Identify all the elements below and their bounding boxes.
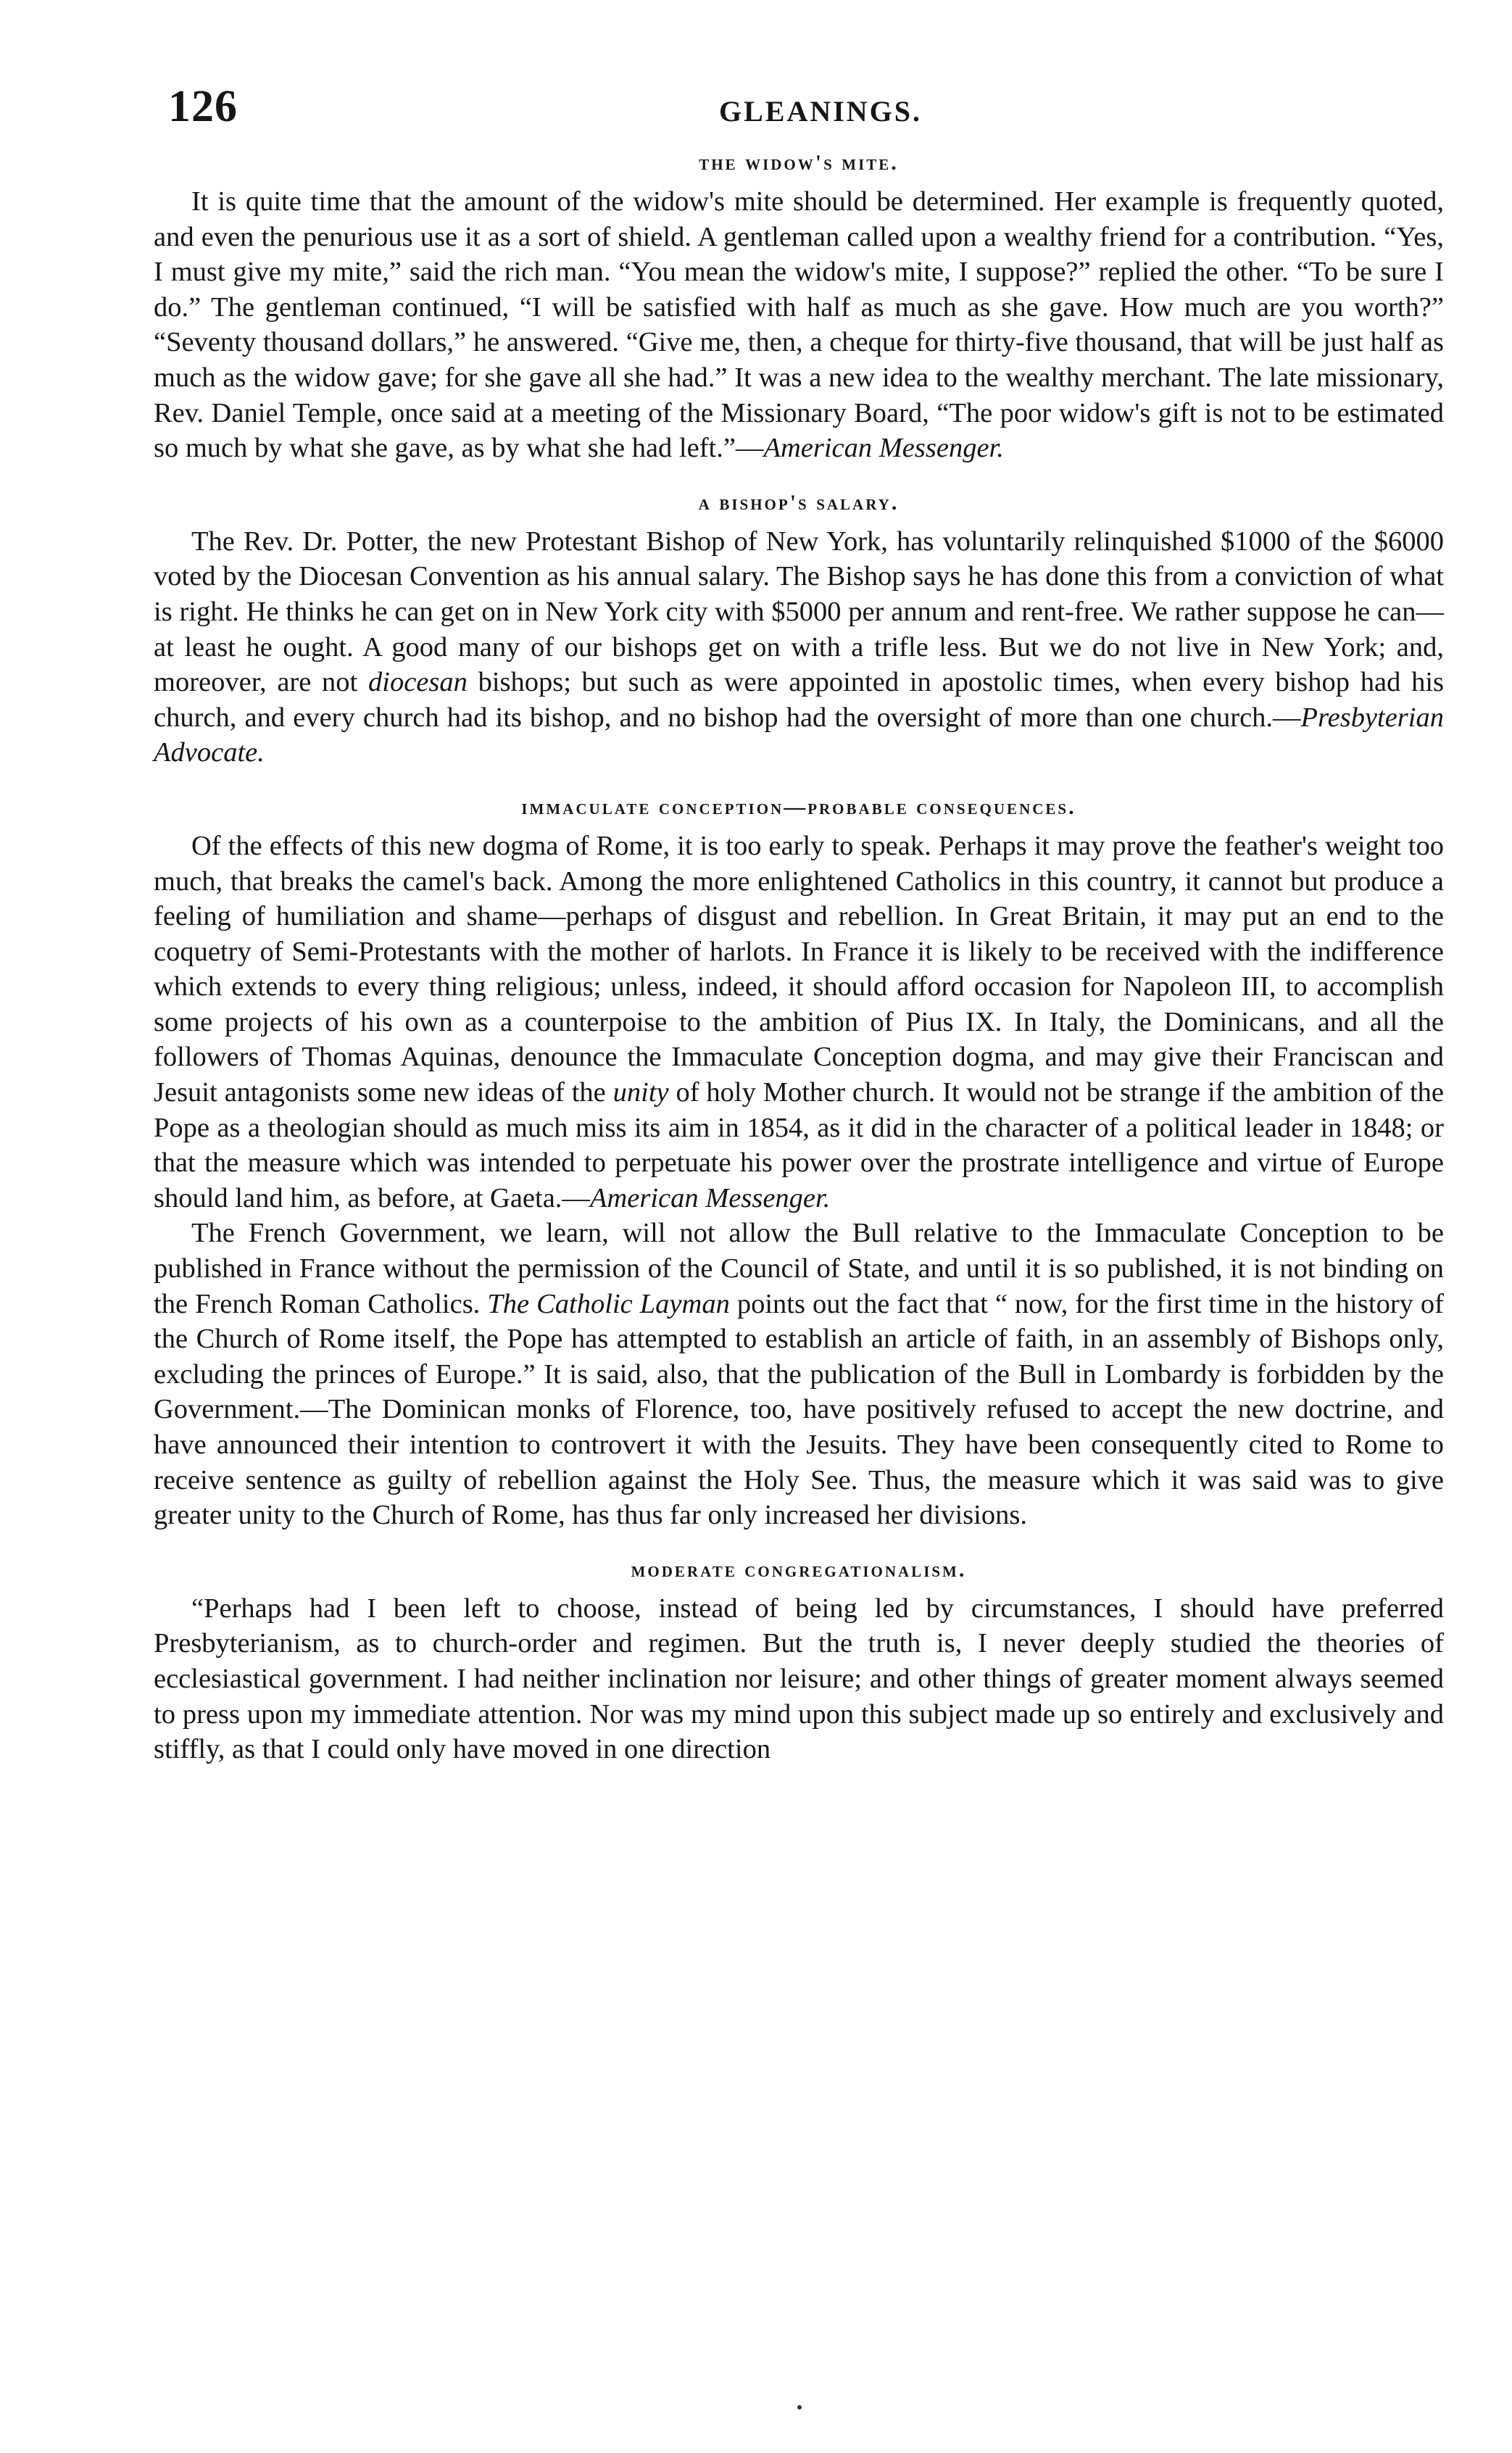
- text-run: “Perhaps had I been left to choose, instead of being led by circumstances, I should have preferred Presbyterianism, as to church-order and regimen. But the truth is, I never deeply studied the theories of ecclesiastical government. I had neither inclination nor leisure; and other things of greater moment always seemed to press upon my immediate attention. Nor was my mind upon this subject made up so entirely and exclusively and stiffly, as that I could only have moved in one direction: [154, 1593, 1444, 1765]
- text-run: The Rev. Dr. Potter, the new Protestant Bishop of New York, has voluntarily relinquished $1000 of the $6000 voted by the Diocesan Convention as his annual salary. The Bishop says he has done this from a conviction of what is right. He thinks he can get on in New York city with $5000 per annum and rent-free. We rather suppose he can—at least he ought. A good many of our bishops get on with a trifle less. But we do not live in New York; and, moreover, are not: [154, 526, 1444, 698]
- text-run: points out the fact that “ now, for the first time in the history of the Church of Rome itself, the Pope has attempted to establish an article of faith, in an assembly of Bishops only, excluding the princes of Europe.” It is said, also, that the publication of the Bull in Lombardy is forbidden by the Government.—The Dominican monks of Florence, too, have positively refused to accept the new doctrine, and have announced their intention to controvert it with the Jesuits. They have been consequently cited to Rome to receive sentence as guilty of rebellion against the Holy See. Thus, the measure which it was said was to give greater unity to the Church of Rome, has thus far only increased her divisions.: [154, 1288, 1444, 1531]
- text-run: of holy Mother church. It would not be strange if the ambition of the Pope as a theologian should as much miss its aim in 1854, as it did in the character of a political leader in 1848; or that the measure which was intended to perpetuate his power over the prostrate intelligence and virtue of Europe should land him, as before, at Gaeta.—: [154, 1077, 1444, 1213]
- text-run: Of the effects of this new dogma of Rome, it is too early to speak. Perhaps it may prove the feather's weight too much, that breaks the camel's back. Among the more enlightened Catholics in this country, it cannot but produce a feeling of humiliation and shame—perhaps of disgust and rebellion. In Great Britain, it may put an end to the coquetry of Semi-Protestants with the mother of harlots. In France it is likely to be received with the indifference which extends to every thing religious; unless, indeed, it should afford occasion for Napoleon III, to accomplish some projects of his own as a counterpoise to the ambition of Pius IX. In Italy, the Dominicans, and all the followers of Thomas Aquinas, denounce the Immaculate Conception dogma, and may give their Franciscan and Jesuit antagonists some new ideas of the: [154, 830, 1444, 1108]
- text-run: The French Government, we learn, will not allow the Bull relative to the Immaculate Conception to be published in France without the permission of the Council of State, and until it is so published, it is not binding on the French Roman Catholics.: [154, 1218, 1444, 1319]
- article-title: the widow's mite.: [699, 151, 899, 175]
- italic-text: Presbyterian Advocate.: [154, 702, 1444, 768]
- article: [154, 1558, 1444, 1767]
- article-paragraph: [154, 829, 1444, 1216]
- page-header: [154, 65, 1444, 132]
- article-list: [154, 151, 1444, 1767]
- italic-text: diocesan: [368, 667, 468, 698]
- article: [154, 491, 1444, 771]
- running-head: GLEANINGS.: [718, 95, 923, 128]
- article: [154, 795, 1444, 1533]
- italic-text: American Messenger.: [589, 1182, 831, 1213]
- book-page: [154, 65, 1444, 1767]
- italic-text: The Catholic Layman: [487, 1288, 730, 1319]
- article-title: immaculate conception—probable consequences.: [521, 794, 1076, 819]
- text-run: bishops; but such as were appointed in apostolic times, when every bishop had his church, and every church had its bishop, and no bishop had the oversight of more than one church.—: [154, 667, 1444, 733]
- page-number: 126: [168, 82, 238, 131]
- article-paragraph: [154, 1216, 1444, 1532]
- article-paragraph: [154, 184, 1444, 466]
- article-title: moderate congregationalism.: [631, 1557, 967, 1582]
- article-title: a bishop's salary.: [698, 490, 900, 515]
- article-paragraph: [154, 1591, 1444, 1767]
- article: [154, 151, 1444, 466]
- ink-speck: [797, 2405, 802, 2410]
- article-paragraph: [154, 524, 1444, 771]
- italic-text: American Messenger.: [763, 433, 1004, 464]
- italic-text: unity: [612, 1077, 669, 1108]
- text-run: It is quite time that the amount of the widow's mite should be determined. Her example is frequently quoted, and even the penurious use it as a sort of shield. A gentleman called upon a wealthy friend for a contribution. “Yes, I must give my mite,” said the rich man. “You mean the widow's mite, I suppose?” replied the other. “To be sure I do.” The gentleman continued, “I will be satisfied with half as much as she gave. How much are you worth?” “Seventy thousand dollars,” he answered. “Give me, then, a cheque for thirty-five thousand, that will be just half as much as the widow gave; for she gave all she had.” It was a new idea to the wealthy merchant. The late missionary, Rev. Daniel Temple, once said at a meeting of the Missionary Board, “The poor widow's gift is not to be estimated so much by what she gave, as by what she had left.”—: [154, 186, 1444, 464]
